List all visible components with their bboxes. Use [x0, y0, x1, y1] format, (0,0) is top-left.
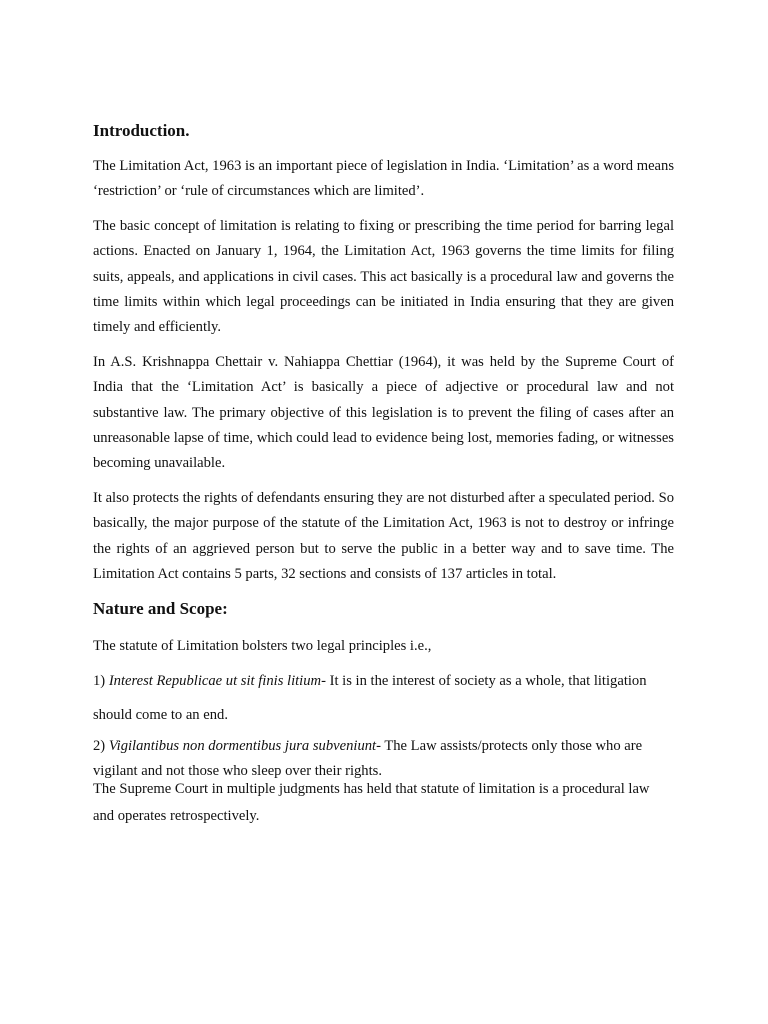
introduction-paragraph-2: The basic concept of limitation is relating to fixing or prescribing the time period for barring legal actions. Enacted on January 1, 1964, the Limitation Act, 1963 governs the time limits for filing suits, appeals, and applications in civil cases. This act basically is a procedural law and governs the time limits within which legal proceedings can be initiated in India ensuring that they are given timely and efficiently. — [93, 217, 674, 336]
principle-1-maxim: Interest Republicae ut sit finis litium — [108, 672, 322, 689]
nature-scope-heading: Nature and Scope: — [93, 598, 228, 618]
principle-2-maxim: Vigilantibus non dormentibus jura subveniunt — [108, 737, 377, 754]
introduction-paragraph-1: The Limitation Act, 1963 is an important piece of legislation in India. ‘Limitation’ as a word means ‘restriction’ or ‘rule of circumstances which are limited’. — [93, 158, 674, 200]
principle-2 — [93, 738, 674, 754]
principle-1-text: - It is in the interest of society as a whole, that litigation — [321, 672, 647, 689]
closing-continuation: and operates retrospectively. — [93, 807, 260, 824]
principle-1-number: 1) — [93, 672, 109, 689]
introduction-paragraph-3: In A.S. Krishnappa Chettair v. Nahiappa Chettiar (1964), it was held by the Supreme Court of India that the ‘Limitation Act’ is basically a piece of adjective or procedural law and not substantive law. The primary objective of this legislation is to prevent the filing of cases after an unreasonable lapse of time, which could lead to evidence being lost, memories fading, or witnesses becoming unavailable. — [93, 353, 674, 472]
principle-1-continuation: should come to an end. — [93, 707, 228, 724]
closing-paragraph: The Supreme Court in multiple judgments has held that statute of limitation is a procedural law — [93, 780, 650, 797]
principle-1 — [93, 669, 674, 694]
introduction-paragraph-4: It also protects the rights of defendants ensuring they are not disturbed after a speculated period. So basically, the major purpose of the statute of the Limitation Act, 1963 is not to destroy or infringe the rights of an aggrieved person but to serve the public in a better way and to save time. The Limitation Act contains 5 parts, 32 sections and consists of 137 articles in total. — [93, 489, 674, 583]
document-body — [93, 112, 674, 824]
principle-2-continuation: vigilant and not those who sleep over their rights. — [93, 762, 382, 779]
nature-intro-paragraph: The statute of Limitation bolsters two legal principles i.e., — [93, 637, 432, 654]
introduction-heading: Introduction. — [93, 121, 190, 140]
principle-2-text: - The Law assists/protects only those who are — [376, 737, 643, 754]
principle-2-number: 2) — [93, 737, 109, 754]
